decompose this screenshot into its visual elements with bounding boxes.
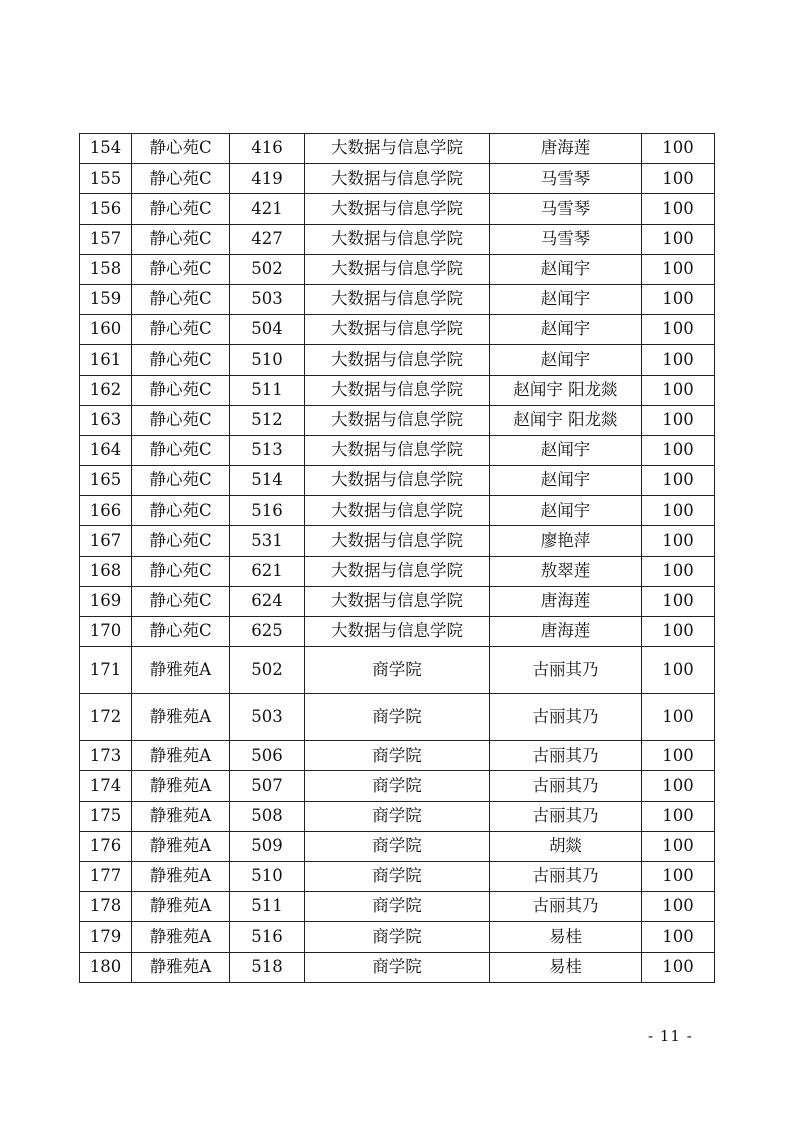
room-number-cell: 506 [230, 741, 305, 771]
college-cell: 大数据与信息学院 [305, 586, 490, 616]
score-cell: 100 [642, 405, 715, 435]
building-cell: 静心苑C [132, 254, 230, 284]
room-number-cell: 511 [230, 892, 305, 922]
room-number-cell: 503 [230, 284, 305, 314]
score-cell: 100 [642, 194, 715, 224]
room-number-cell: 510 [230, 345, 305, 375]
table-row [80, 556, 715, 586]
row-number-cell: 158 [80, 254, 132, 284]
row-number-cell: 167 [80, 526, 132, 556]
inspector-name-cell: 赵闻宇 [490, 496, 642, 526]
table-row [80, 647, 715, 694]
page-number: - 11 - [648, 1027, 693, 1045]
score-cell: 100 [642, 741, 715, 771]
room-number-cell: 503 [230, 694, 305, 741]
college-cell: 大数据与信息学院 [305, 345, 490, 375]
college-cell: 大数据与信息学院 [305, 284, 490, 314]
room-number-cell: 502 [230, 254, 305, 284]
table-row [80, 771, 715, 801]
room-number-cell: 514 [230, 466, 305, 496]
college-cell: 大数据与信息学院 [305, 526, 490, 556]
college-cell: 大数据与信息学院 [305, 405, 490, 435]
table-row [80, 526, 715, 556]
score-cell: 100 [642, 892, 715, 922]
building-cell: 静心苑C [132, 315, 230, 345]
college-cell: 大数据与信息学院 [305, 496, 490, 526]
inspector-name-cell: 赵闻宇 [490, 345, 642, 375]
table-row [80, 801, 715, 831]
inspector-name-cell: 易桂 [490, 922, 642, 952]
building-cell: 静心苑C [132, 466, 230, 496]
score-cell: 100 [642, 435, 715, 465]
table-row [80, 405, 715, 435]
inspector-name-cell: 唐海莲 [490, 134, 642, 164]
building-cell: 静心苑C [132, 496, 230, 526]
dormitory-score-table [79, 133, 715, 983]
room-number-cell: 512 [230, 405, 305, 435]
building-cell: 静雅苑A [132, 771, 230, 801]
table-row [80, 194, 715, 224]
building-cell: 静心苑C [132, 164, 230, 194]
table-body [80, 134, 715, 983]
room-number-cell: 508 [230, 801, 305, 831]
inspector-name-cell: 古丽其乃 [490, 741, 642, 771]
room-number-cell: 513 [230, 435, 305, 465]
building-cell: 静心苑C [132, 224, 230, 254]
building-cell: 静雅苑A [132, 801, 230, 831]
college-cell: 大数据与信息学院 [305, 466, 490, 496]
room-number-cell: 516 [230, 496, 305, 526]
score-cell: 100 [642, 617, 715, 647]
college-cell: 商学院 [305, 892, 490, 922]
inspector-name-cell: 赵闻宇 阳龙燚 [490, 375, 642, 405]
row-number-cell: 177 [80, 861, 132, 891]
row-number-cell: 171 [80, 647, 132, 694]
room-number-cell: 419 [230, 164, 305, 194]
building-cell: 静心苑C [132, 405, 230, 435]
room-number-cell: 531 [230, 526, 305, 556]
row-number-cell: 164 [80, 435, 132, 465]
inspector-name-cell: 赵闻宇 [490, 315, 642, 345]
table-row [80, 375, 715, 405]
row-number-cell: 179 [80, 922, 132, 952]
score-cell: 100 [642, 586, 715, 616]
score-cell: 100 [642, 284, 715, 314]
inspector-name-cell: 马雪琴 [490, 164, 642, 194]
table-row [80, 952, 715, 982]
inspector-name-cell: 赵闻宇 阳龙燚 [490, 405, 642, 435]
row-number-cell: 168 [80, 556, 132, 586]
table-row [80, 435, 715, 465]
row-number-cell: 154 [80, 134, 132, 164]
building-cell: 静心苑C [132, 194, 230, 224]
score-cell: 100 [642, 801, 715, 831]
table-row [80, 345, 715, 375]
room-number-cell: 621 [230, 556, 305, 586]
table-row [80, 315, 715, 345]
room-number-cell: 510 [230, 861, 305, 891]
building-cell: 静雅苑A [132, 694, 230, 741]
table-row [80, 164, 715, 194]
room-number-cell: 427 [230, 224, 305, 254]
room-number-cell: 421 [230, 194, 305, 224]
room-number-cell: 509 [230, 831, 305, 861]
building-cell: 静雅苑A [132, 922, 230, 952]
table-row [80, 922, 715, 952]
college-cell: 商学院 [305, 771, 490, 801]
room-number-cell: 511 [230, 375, 305, 405]
college-cell: 大数据与信息学院 [305, 194, 490, 224]
inspector-name-cell: 赵闻宇 [490, 254, 642, 284]
score-cell: 100 [642, 861, 715, 891]
score-cell: 100 [642, 922, 715, 952]
building-cell: 静雅苑A [132, 831, 230, 861]
row-number-cell: 155 [80, 164, 132, 194]
score-cell: 100 [642, 375, 715, 405]
score-cell: 100 [642, 771, 715, 801]
building-cell: 静心苑C [132, 526, 230, 556]
inspector-name-cell: 古丽其乃 [490, 771, 642, 801]
inspector-name-cell: 赵闻宇 [490, 435, 642, 465]
row-number-cell: 169 [80, 586, 132, 616]
inspector-name-cell: 马雪琴 [490, 194, 642, 224]
score-cell: 100 [642, 952, 715, 982]
score-cell: 100 [642, 831, 715, 861]
row-number-cell: 173 [80, 741, 132, 771]
college-cell: 商学院 [305, 861, 490, 891]
row-number-cell: 180 [80, 952, 132, 982]
row-number-cell: 175 [80, 801, 132, 831]
building-cell: 静心苑C [132, 617, 230, 647]
table-row [80, 224, 715, 254]
building-cell: 静心苑C [132, 435, 230, 465]
building-cell: 静雅苑A [132, 647, 230, 694]
score-cell: 100 [642, 315, 715, 345]
inspector-name-cell: 古丽其乃 [490, 801, 642, 831]
building-cell: 静雅苑A [132, 861, 230, 891]
row-number-cell: 156 [80, 194, 132, 224]
table-row [80, 831, 715, 861]
row-number-cell: 170 [80, 617, 132, 647]
room-number-cell: 416 [230, 134, 305, 164]
inspector-name-cell: 赵闻宇 [490, 466, 642, 496]
row-number-cell: 165 [80, 466, 132, 496]
score-cell: 100 [642, 647, 715, 694]
score-cell: 100 [642, 134, 715, 164]
building-cell: 静心苑C [132, 556, 230, 586]
inspector-name-cell: 唐海莲 [490, 617, 642, 647]
college-cell: 商学院 [305, 801, 490, 831]
inspector-name-cell: 敖翠莲 [490, 556, 642, 586]
row-number-cell: 176 [80, 831, 132, 861]
table-row [80, 496, 715, 526]
inspector-name-cell: 古丽其乃 [490, 647, 642, 694]
inspector-name-cell: 廖艳萍 [490, 526, 642, 556]
row-number-cell: 166 [80, 496, 132, 526]
college-cell: 商学院 [305, 647, 490, 694]
score-cell: 100 [642, 466, 715, 496]
college-cell: 大数据与信息学院 [305, 254, 490, 284]
score-cell: 100 [642, 224, 715, 254]
college-cell: 大数据与信息学院 [305, 134, 490, 164]
inspector-name-cell: 唐海莲 [490, 586, 642, 616]
inspector-name-cell: 易桂 [490, 952, 642, 982]
building-cell: 静心苑C [132, 284, 230, 314]
inspector-name-cell: 赵闻宇 [490, 284, 642, 314]
building-cell: 静心苑C [132, 345, 230, 375]
row-number-cell: 159 [80, 284, 132, 314]
room-number-cell: 507 [230, 771, 305, 801]
college-cell: 商学院 [305, 831, 490, 861]
inspector-name-cell: 古丽其乃 [490, 694, 642, 741]
room-number-cell: 504 [230, 315, 305, 345]
college-cell: 商学院 [305, 952, 490, 982]
room-number-cell: 502 [230, 647, 305, 694]
inspector-name-cell: 古丽其乃 [490, 892, 642, 922]
row-number-cell: 162 [80, 375, 132, 405]
row-number-cell: 163 [80, 405, 132, 435]
table-row [80, 892, 715, 922]
college-cell: 商学院 [305, 694, 490, 741]
college-cell: 大数据与信息学院 [305, 435, 490, 465]
table-row [80, 586, 715, 616]
table-row [80, 741, 715, 771]
building-cell: 静雅苑A [132, 741, 230, 771]
row-number-cell: 174 [80, 771, 132, 801]
row-number-cell: 160 [80, 315, 132, 345]
college-cell: 大数据与信息学院 [305, 556, 490, 586]
room-number-cell: 624 [230, 586, 305, 616]
inspector-name-cell: 胡燚 [490, 831, 642, 861]
college-cell: 商学院 [305, 922, 490, 952]
table-row [80, 254, 715, 284]
inspector-name-cell: 马雪琴 [490, 224, 642, 254]
building-cell: 静雅苑A [132, 892, 230, 922]
table-row [80, 617, 715, 647]
table-row [80, 861, 715, 891]
score-cell: 100 [642, 254, 715, 284]
college-cell: 大数据与信息学院 [305, 164, 490, 194]
score-cell: 100 [642, 164, 715, 194]
building-cell: 静雅苑A [132, 952, 230, 982]
table-row [80, 694, 715, 741]
college-cell: 大数据与信息学院 [305, 315, 490, 345]
row-number-cell: 157 [80, 224, 132, 254]
building-cell: 静心苑C [132, 134, 230, 164]
inspector-name-cell: 古丽其乃 [490, 861, 642, 891]
college-cell: 商学院 [305, 741, 490, 771]
room-number-cell: 518 [230, 952, 305, 982]
row-number-cell: 178 [80, 892, 132, 922]
row-number-cell: 161 [80, 345, 132, 375]
room-number-cell: 516 [230, 922, 305, 952]
college-cell: 大数据与信息学院 [305, 224, 490, 254]
score-cell: 100 [642, 556, 715, 586]
college-cell: 大数据与信息学院 [305, 375, 490, 405]
building-cell: 静心苑C [132, 586, 230, 616]
score-cell: 100 [642, 526, 715, 556]
table-row [80, 134, 715, 164]
college-cell: 大数据与信息学院 [305, 617, 490, 647]
score-cell: 100 [642, 694, 715, 741]
row-number-cell: 172 [80, 694, 132, 741]
table-row [80, 466, 715, 496]
building-cell: 静心苑C [132, 375, 230, 405]
table-row [80, 284, 715, 314]
room-number-cell: 625 [230, 617, 305, 647]
score-cell: 100 [642, 345, 715, 375]
score-cell: 100 [642, 496, 715, 526]
